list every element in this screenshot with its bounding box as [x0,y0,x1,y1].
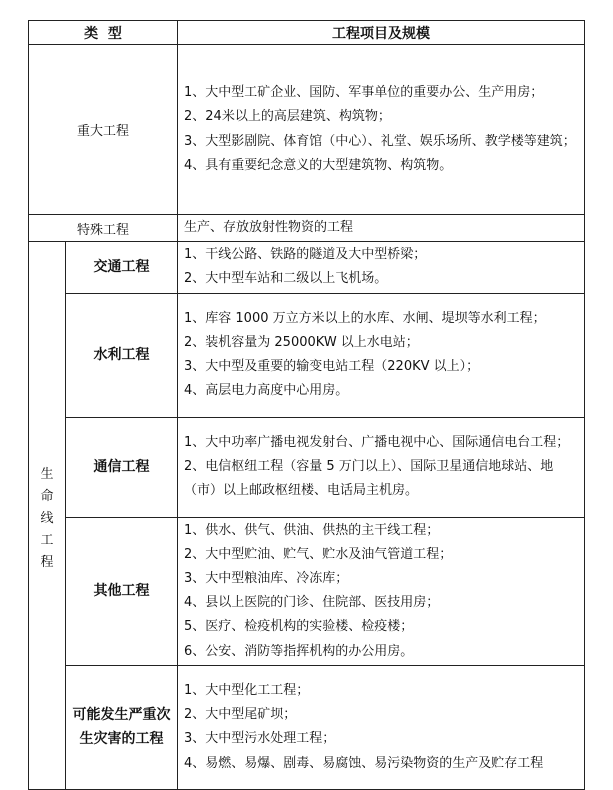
list-item: 2、大中型尾矿坝； [184,707,297,723]
lifeline-label-char: 程 [40,554,54,570]
traffic-engineering-label: 交通工程 [66,242,178,293]
scope-header: 工程项目及规模 [178,21,585,45]
list-item: 1、库容 1000 万立方米以上的水库、水闸、堤坝等水利工程； [184,310,546,326]
water-engineering-label: 水利工程 [66,293,178,417]
table-row-comm [29,417,585,517]
list-item: 4、高层电力高度中心用房。 [184,383,349,399]
list-item: 2、大中型车站和二级以上飞机场。 [184,271,388,287]
list-item: 1、干线公路、铁路的隧道及大中型桥梁； [184,247,427,263]
table-row-special [29,215,585,242]
comm-engineering-label: 通信工程 [66,417,178,517]
table-row-major [29,45,585,215]
comm-engineering-items [178,417,585,517]
lifeline-label-char: 生 [40,466,54,482]
other-engineering-label: 其他工程 [66,517,178,665]
list-item: 4、具有重要纪念意义的大型建筑物、构筑物。 [184,157,453,173]
list-item: 6、公安、消防等指挥机构的办公用房。 [184,643,414,659]
list-item: 2、大中型贮油、贮气、贮水及油气管道工程； [184,546,453,562]
list-item: 3、大中型污水处理工程； [184,731,336,747]
list-item: 4、易燃、易爆、剧毒、易腐蚀、易污染物资的生产及贮存工程 [184,755,544,771]
list-item: 2、24米以上的高层建筑、构筑物； [184,109,391,125]
special-engineering-items [178,215,585,242]
table-row-traffic [29,242,585,293]
special-engineering-label: 特殊工程 [29,215,178,242]
list-item: 1、大中功率广播电视发射台、广播电视中心、国际通信电台工程； [184,434,570,450]
list-item: 1、大中型工矿企业、国防、军事单位的重要办公、生产用房； [184,85,544,101]
list-item: 2、电信枢纽工程（容量 5 万门以上）、国际卫星通信地球站、地（市）以上邮政枢纽楼、电话局主机房。 [184,459,554,499]
table-row-water [29,293,585,417]
table-row-other [29,517,585,665]
type-header: 类 型 [29,21,178,45]
list-item: 生产、存放放射性物资的工程 [184,220,354,235]
water-engineering-items [178,293,585,417]
list-item: 1、供水、供气、供油、供热的主干线工程； [184,522,440,538]
table-row-disaster [29,665,585,789]
list-item: 3、大中型及重要的输变电站工程（220KV 以上）； [184,359,480,375]
engineering-classification-table [28,20,585,790]
lifeline-label-char: 工 [40,532,54,548]
table-header-row [29,21,585,45]
list-item: 2、装机容量为 25000KW 以上水电站； [184,334,419,350]
list-item: 5、医疗、检疫机构的实验楼、检疫楼； [184,619,414,635]
list-item: 4、县以上医院的门诊、住院部、医技用房； [184,595,440,611]
other-engineering-items [178,517,585,665]
list-item: 3、大型影剧院、体育馆（中心）、礼堂、娱乐场所、教学楼等建筑； [184,133,576,149]
list-item: 1、大中型化工工程； [184,682,310,698]
traffic-engineering-items [178,242,585,293]
list-item: 3、大中型粮油库、冷冻库； [184,571,349,587]
major-engineering-label: 重大工程 [29,45,178,215]
disaster-engineering-label: 可能发生严重次生灾害的工程 [66,665,178,789]
major-engineering-items [178,45,585,215]
lifeline-engineering-label [29,242,66,790]
disaster-engineering-items [178,665,585,789]
lifeline-label-char: 线 [40,510,54,526]
lifeline-label-char: 命 [40,488,54,504]
